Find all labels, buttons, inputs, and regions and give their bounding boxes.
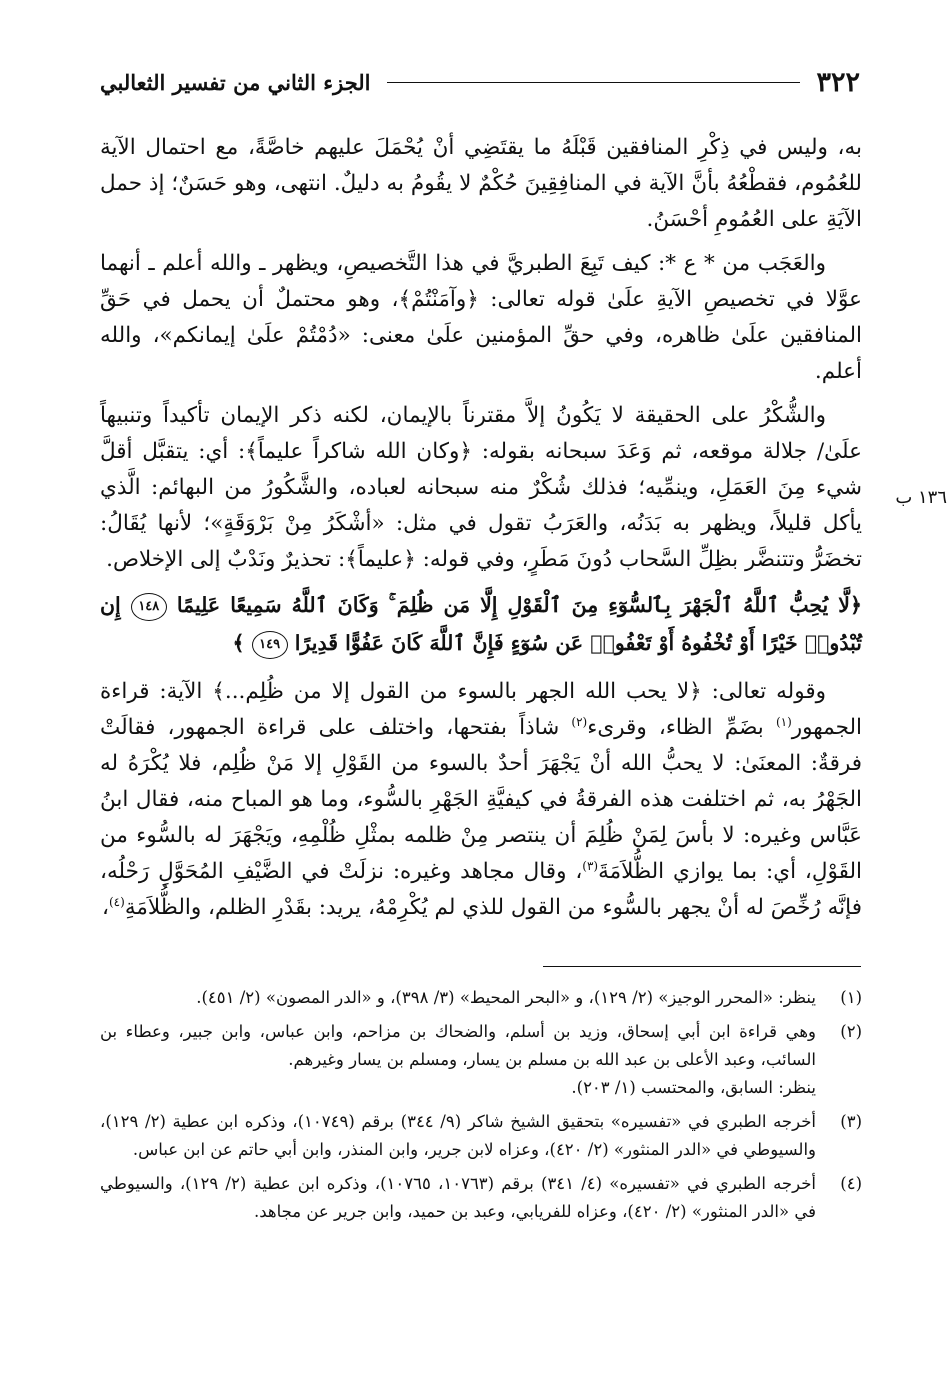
footnote-text: أخرجه الطبري في «تفسيره» بتحقيق الشيخ شاكر (٩/ ٣٤٤) برقم (١٠٧٤٩)، وذكره ابن عطية (٢/ ١٢٩)، والسيوطي في «الدر المنثور» (٢/ ٤٢٠)، وعزاه لابن جرير، وابن المنذر، وابن أبي حاتم عن ابن عباس. bbox=[100, 1112, 817, 1159]
paragraph-4-part-e: ، bbox=[102, 895, 109, 920]
footnote-ref-3: (٣) bbox=[582, 858, 599, 873]
footnote-text-line: وهي قراءة ابن أبي إسحاق، وزيد بن أسلم، والضحاك بن مزاحم، وابن عباس، وابن جبير، وعطاء بن السائب، وعبد الأعلى بن عبد الله بن مسلم بن يسار، ومسلم بن يسار وغيرهم. bbox=[100, 1022, 816, 1069]
footnote-number: (٢) bbox=[840, 1022, 862, 1041]
verse-text-149: إِن تُبْدُوا۟ خَيْرًا أَوْ تُخْفُوهُ أَوْ تَعْفُوا۟ عَن سُوٓءٍ فَإِنَّ ٱللَّهَ كَانَ عَفُوًّا قَدِيرًا bbox=[100, 593, 862, 655]
paragraph-3: والشُّكْرُ على الحقيقة لا يَكُونُ إلاَّ مقترناً بالإيمان، لكنه ذكر الإيمان تأكيداً وتنبيهاً علَىٰ/ جلالة موقعه، ثم وَعَدَ سبحانه بقوله: ﴿وكان الله شاكراً عليماً﴾: أي: يتقبَّل أقلَّ شيء مِنَ العَمَلِ، وينمِّيه؛ فذلك شُكْرٌ منه سبحانه لعباده، والشَّكُورُ من البهائم: الَّذي يأكل قليلاً، ويظهر به بَدَنُه، والعَرَبُ تقول في مثل: «أشْكَرُ مِنْ بَرْوَقَةٍ»؛ لأنها يُقَالُ: تخضَرُّ وتتنضَّر بظِلِّ السَّحاب دُونَ مَطَرٍ، وفي قوله: ﴿عليماً﴾: تحذيرٌ ونَدْبٌ إلى الإخلاص. bbox=[100, 403, 862, 572]
footnote-text-reference: ينظر: السابق، والمحتسب (١/ ٢٠٣). bbox=[571, 1078, 816, 1097]
footnote-1 bbox=[100, 984, 862, 1012]
footnote-3 bbox=[100, 1108, 862, 1164]
footnote-ref-2: (٢) bbox=[571, 714, 588, 729]
paragraph-1: به، وليس في ذِكْرِ المنافقين قَبْلَهُ ما يقتَضِي أنْ يُحْمَلَ عليهم خاصَّةً، مع احتمال الآية للعُمُوم، فقطْعُهُ بأنَّ الآية في المنافِقِينَ حُكْمٌ لا يقُومُ به دليلٌ. انتهى، وهو حَسَنٌ؛ إذ حمل الآيَةِ على العُمُومِ أحْسَنُ. bbox=[100, 135, 862, 232]
verse-number-148: ١٤٨ bbox=[131, 593, 167, 621]
footnote-separator bbox=[543, 966, 861, 967]
footnote-2 bbox=[100, 1018, 862, 1102]
footnote-number: (٣) bbox=[840, 1112, 862, 1131]
footnote-text: أخرجه الطبري في «تفسيره» (٤/ ٣٤١) برقم (١٠٧٦٣، ١٠٧٦٥)، وذكره ابن عطية (٢/ ١٢٩)، والسيوطي في «الدر المنثور» (٢/ ٤٢٠)، وعزاه للفريابي، وعبد بن حميد، وابن جرير عن مجاهد. bbox=[100, 1174, 817, 1221]
footnote-text bbox=[100, 1018, 816, 1102]
paragraph-2: والعَجَب من * ع *: كيف تَبِعَ الطبريَّ في هذا التَّخصيصِ، ويظهر ـ والله أعلم ـ أنهما عوَّلا في تخصيصِ الآيةِ علَىٰ قوله تعالى: ﴿وآمَنْتُمْ﴾، وهو محتملٌ أن يحمل في حَقِّ المنافقين علَىٰ ظاهره، وفي حقِّ المؤمنين علَىٰ معنى: «دُمْتُمْ علَىٰ إيمانكم»، والله أعلم. bbox=[100, 251, 862, 384]
verse-text-148: ﴿لَّا يُحِبُّ ٱللَّهُ ٱلْجَهْرَ بِٱلسُّوٓءِ مِنَ ٱلْقَوْلِ إِلَّا مَن ظُلِمَ ۚ وَكَانَ ٱللَّهُ سَمِيعًا عَلِيمًا bbox=[176, 593, 863, 617]
footnote-number: (٤) bbox=[840, 1174, 862, 1193]
paragraph-4-part-a: وقوله تعالى: ﴿لا يحب الله الجهر بالسوء من القول إلا من ظُلِم...﴾ الآية: قراءة الجمهور bbox=[100, 679, 862, 740]
running-title: الجزء الثاني من تفسير الثعالبي bbox=[100, 69, 371, 95]
main-text bbox=[100, 130, 862, 934]
footnote-number: (١) bbox=[840, 988, 862, 1007]
footnote-4 bbox=[100, 1170, 862, 1226]
header-rule bbox=[387, 82, 801, 83]
paragraph-4 bbox=[100, 674, 862, 926]
quran-verse-block bbox=[100, 586, 862, 662]
paragraph-4-part-b: بضَمِّ الظاء، وقرىء bbox=[587, 715, 776, 740]
footnote-ref-1: (١) bbox=[775, 714, 792, 729]
footnotes bbox=[100, 984, 862, 1232]
footnote-text: ينظر: «المحرر الوجيز» (٢/ ١٢٩)، و «البحر المحيط» (٣/ ٣٩٨)، و «الدر المصون» (٢/ ٤٥١). bbox=[196, 988, 816, 1007]
paragraph-4-part-d: ، وقال مجاهد وغيره: نزلَتْ في الضَّيْفِ المُحَوَّلِ رَحْلُه، فإنَّه رُخِّصَ له أنْ يجهر بالسُّوء من القول للذي لم يُكْرِمْهُ، يريد: بقَدْرِ الظلم، والظُّلاَمَةِ bbox=[100, 859, 862, 920]
verse-number-149: ١٤٩ bbox=[252, 631, 288, 659]
footnote-ref-4: (٤) bbox=[108, 894, 125, 909]
page-header bbox=[100, 62, 860, 102]
paragraph-4-part-c: شاذاً بفتحها، واختلف على قراءة الجمهور، فقالَتْ فرقةٌ: المعنَىٰ: لا يحبُّ الله أنْ يَجْهَرَ أحدٌ بالسوء من القَوْلِ إلا مَنْ ظُلِم، فلا يُكْرَهُ له الجَهْرُ به، ثم اختلفت هذه الفرقةُ في كيفيَّةِ الجَهْرِ بالسُّوء، وما هو المباح منه، فقال ابنُ عَبَّاس وغيره: لا بأسَ لِمَنْ ظُلِمَ أن ينتصر مِنْ ظلمه بمثْلِ ظُلْمِهِ، ويَجْهَرَ له بالسُّوء من القَوْلِ، أي: بما يوازي الظُّلاَمَةَ bbox=[100, 715, 862, 884]
manuscript-folio-marker: ١٣٦ ب bbox=[895, 487, 947, 508]
page-number: ٣٢٢ bbox=[816, 66, 860, 98]
verse-close-bracket: ﴾ bbox=[232, 631, 245, 655]
